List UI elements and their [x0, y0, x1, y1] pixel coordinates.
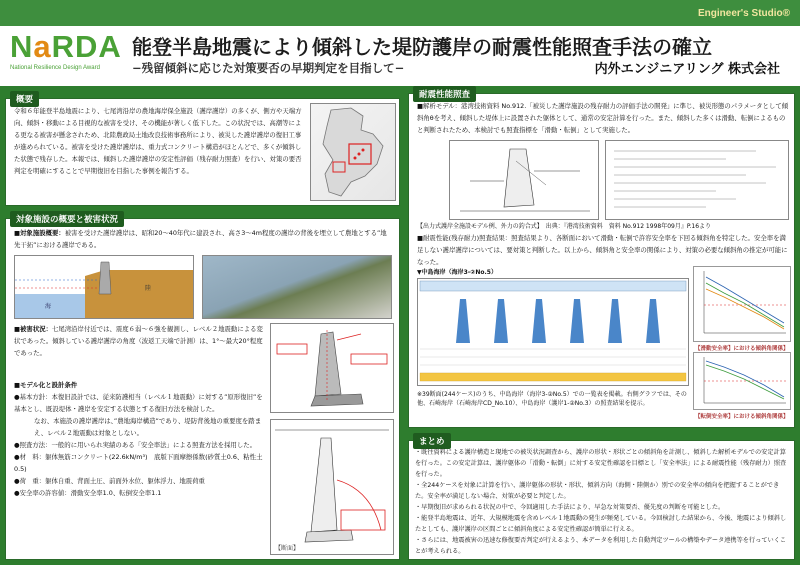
section-drawing [270, 419, 394, 555]
model-list [14, 391, 264, 499]
result-table [417, 278, 689, 386]
seismic-heading: 耐震性能照査 [413, 86, 476, 102]
header [0, 26, 800, 86]
model-item: ●基本方針：本復旧設計では、従来防護相当（レベル１地震動）に対する”原形復旧”を基本とし、既設堤体・護岸を安定する状態とする復旧方法を検討した。 [14, 393, 263, 413]
svg-text:陸: 陸 [145, 285, 152, 292]
tilt-diagram [270, 323, 394, 413]
facility-overview-title: ■対象施設概要： [14, 229, 65, 237]
overview-text: 令和６年能登半島地震により、七尾湾沿岸の農地海岸保全施設（護岸護岸）の多くが、側方や天端方向、傾斜・移動による目視的な被害を受け、その機能が著しく低下した。この状況では、高潮等による更なる被害が懸念されため、北陸農政局土地改良技術事務所により、被災した護岸護岸の復旧工事が進められている。被害を受けた護岸護岸は、重力式コンクリート構造がほとんどで、多くが傾斜した状態で残存した。本報では、傾斜した護岸護岸の安定性評価（残存耐力照査）を行い、対策の要否判定を明確にすることで早期復旧を目指した事例を報告する。 [14, 107, 302, 175]
site-photo [202, 255, 392, 319]
summary-item: ・既往資料による護岸構造と現地での被災状況調査から、護岸の形状・形状ごとの傾斜角を計測し、傾斜した解析モデルでの安定計算を行った。この安定計算は、護岸躯体の「滑動・転倒」に対する安定性確認を目標とし「安全率法」による耐震性能（残存耐力）照査を行った。 [415, 449, 787, 478]
summary-list [415, 447, 791, 557]
damage-text: 七尾湾沿岸付近では、震度６弱〜６強を観測し、レベル２地震動による変状であった。傾斜している護岸護岸の角度（波返工天端で計測）は、1°〜最大20°程度であった。 [14, 325, 263, 357]
noto-map [310, 103, 396, 201]
seismic-panel [408, 90, 795, 428]
facility-panel [5, 215, 400, 560]
model-item: なお、本施設の護岸護岸は、”農地海岸構造”であり、堤防背後地の重要度を踏まえ、レベル２地震動は対象としない。 [34, 417, 262, 437]
page-title: 能登半島地震により傾斜した堤防護岸の耐震性能照査手法の確立 [132, 35, 712, 59]
overview-heading: 概要 [10, 91, 39, 107]
model-item: ●荷 重：躯体自重、背面土圧、前面外水位、躯体浮力、地震荷重 [14, 477, 205, 485]
page-subtitle: −残留傾斜に応じた対策要否の早期判定を目指して− [132, 61, 405, 75]
overturning-chart [693, 352, 791, 410]
summary-item: ・早期復旧が求められる状況の中で、今回適用した手法により、早急な対策要否、優先度の判断を可能とした。 [415, 504, 725, 511]
company-name: 内外エンジニアリング 株式会社 [594, 62, 780, 77]
overturning-chart-title: 【転倒安全率】における傾斜角関係】 [695, 414, 789, 420]
sliding-chart [693, 266, 791, 342]
table-footnote: ※39断面(244ケース)のうち、中島海岸（海岸3-②No.5）での一覧表を掲載。右側グラフでは、その他、石崎海岸（石崎海岸CD_No.10）、中島海岸（護岸1-②No.3）の照査結果を提示。 [417, 391, 687, 407]
result-description: ■耐震性能(残存耐力)照査結果：照査結果より、各断面において滑動・転倒で許容安全率を下回る傾斜角を特定した。安全率を満足しない護岸護岸については、要対策と判断した。以上から、傾斜角と安全率の関係により、対策の必要な傾斜角の推定が可能になった。 [417, 234, 788, 266]
table-title: ▼中島海岸（海岸3-②No.5） [417, 269, 497, 276]
model-description: ■解析モデル：港湾技術資料 No.912.「被災した護岸施設の残存耐力の評価手法の開発」に準じ、被災形態のパラメータとして傾斜角θを考え、傾斜した堤体上に設置された躯体として、通常の安定計算を行った。また、傾斜した多くは滑動、転倒によるものと判断されたため、本検討でも照査指標を「滑動・転倒」として実施した。 [417, 102, 789, 134]
model-item: ●安全率の許容値：滑動安全率1.0、転倒安全率1.1 [14, 489, 162, 497]
section-diagram [14, 255, 194, 319]
facility-overview-text: 被害を受けた護岸護岸は、昭和20〜40年代に建設され、高さ3〜4m程度の護岸の背後を埋立して農地とする”地先干拓”における護岸である。 [14, 229, 387, 249]
model-item: ●照査方法：一般的に用いられ実績のある「安全率法」による照査方法を採用した。 [14, 441, 257, 449]
svg-text:【断面】: 【断面】 [275, 545, 300, 552]
formula-box [605, 140, 789, 220]
summary-heading: まとめ [413, 433, 451, 449]
sliding-chart-title: 【滑動安全率】における傾斜角関係】 [695, 346, 789, 352]
summary-item: ・さらには、地震被害の迅速な修復要否判定が行えるよう、本データを利用した自動判定ツールの構築やデータ連携等を行っていくことが考えられる。 [415, 537, 787, 555]
summary-item: ・能登半島地震は、近年、大規模地震を含めレベル１地震動の発生が頻発している。今回検討した結果から、今後、地震により傾斜したとしても、護岸護岸の区間ごとに傾斜角度による安定性確認が簡単に行える。 [415, 515, 787, 533]
narda-logo: NaRDA National Resilience Design Award [10, 29, 122, 71]
model-title: ■モデル化と設計条件 [14, 381, 78, 389]
top-bar [0, 0, 800, 26]
force-diagram [449, 140, 599, 220]
svg-text:海: 海 [45, 303, 52, 310]
summary-panel [408, 437, 795, 560]
overview-panel [5, 95, 400, 206]
studio-label: Engineer's Studio® [698, 8, 790, 19]
source-note: 【出力式護岸全施設モデル例、外力の釣合式】 出典：『港湾技術資料 資料 No.912 1998年09月』P.16より [417, 223, 712, 230]
facility-heading: 対象施設の概要と被害状況 [10, 211, 124, 227]
damage-title: ■被害状況： [14, 325, 52, 333]
model-item: ●材 料：躯体無筋コンクリート(22.6kN/m³) 底版下面摩擦係数(砂質土0.6、粘性土0.5) [14, 453, 263, 473]
summary-item: ・全244ケースを対象に計算を行い、護岸躯体の形状・形状、傾斜方向（海側・陸側か）別での安全率の傾向を把握することができた。安全率が満足しない場合、対策が必要と判定した。 [415, 482, 780, 500]
